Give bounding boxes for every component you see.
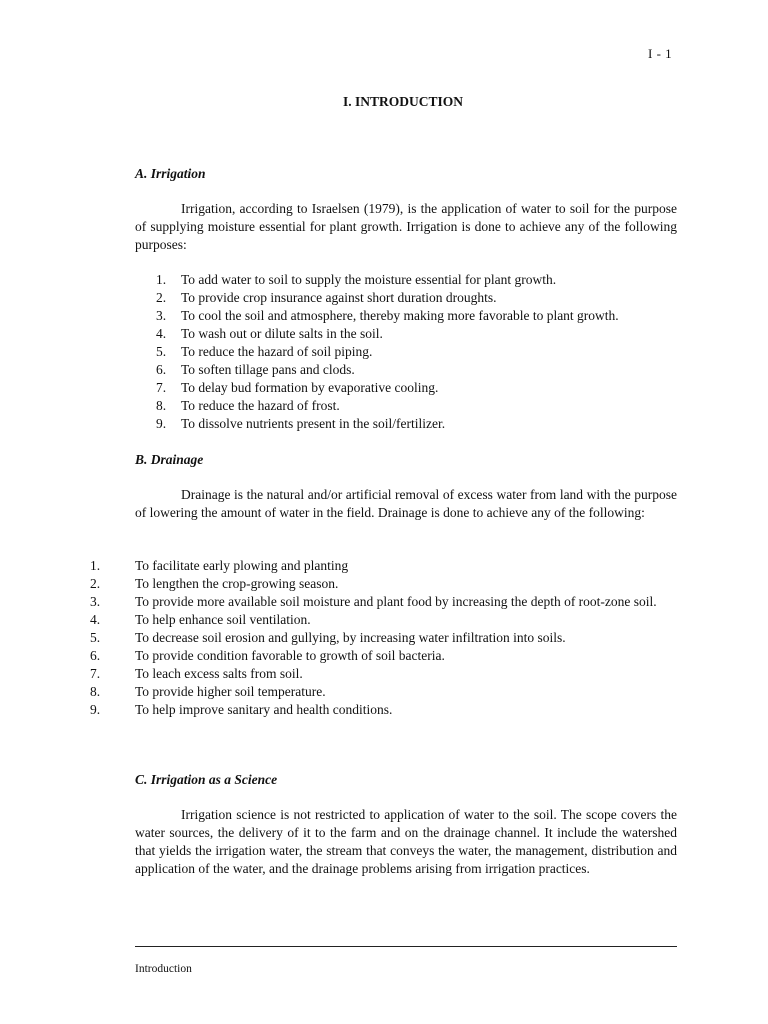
list-item-number: 1. [156, 272, 167, 287]
section-heading-irrigation: A. Irrigation [135, 166, 206, 181]
drainage-purposes-list [85, 557, 677, 719]
list-item-number: 6. [90, 648, 101, 663]
footer-label: Introduction [135, 963, 192, 975]
list-item-number: 2. [156, 290, 167, 305]
list-item-text: To reduce the hazard of soil piping. [181, 344, 373, 359]
list-item [135, 415, 677, 433]
list-item-number: 8. [156, 398, 167, 413]
list-item-number: 4. [90, 612, 101, 627]
list-item-text: To facilitate early plowing and planting [135, 558, 349, 573]
list-item-number: 5. [90, 630, 101, 645]
page-title: I. INTRODUCTION [342, 94, 464, 109]
list-item [85, 575, 677, 593]
list-item [135, 397, 677, 415]
list-item-number: 2. [90, 576, 101, 591]
science-paragraph: Irrigation science is not restricted to application of water to the soil. The scope covers the water sources, the delivery of it to the farm and on the drainage channel. It include the watershed that yields the irrigation water, the stream that conveys the water, the management, distribution and application of the water, and the drainage problems arising from irrigation practices. [135, 807, 677, 876]
list-item [85, 647, 677, 665]
list-item [85, 629, 677, 647]
list-item [135, 289, 677, 307]
list-item-text: To provide more available soil moisture and plant food by increasing the depth of root-zone soil. [135, 594, 657, 609]
section-heading-drainage: B. Drainage [135, 452, 204, 467]
list-item [85, 611, 677, 629]
list-item [85, 593, 677, 611]
list-item-text: To add water to soil to supply the moisture essential for plant growth. [181, 272, 557, 287]
irrigation-paragraph: Irrigation, according to Israelsen (1979), is the application of water to soil for the purpose of supplying moisture essential for plant growth. Irrigation is done to achieve any of the following purposes: [135, 201, 677, 252]
list-item-text: To reduce the hazard of frost. [181, 398, 340, 413]
list-item-number: 9. [156, 416, 167, 431]
list-item [135, 307, 677, 325]
list-item-text: To wash out or dilute salts in the soil. [181, 326, 383, 341]
list-item-number: 3. [156, 308, 167, 323]
list-item-number: 7. [156, 380, 167, 395]
list-item-number: 9. [90, 702, 101, 717]
list-item-text: To provide condition favorable to growth of soil bacteria. [135, 648, 445, 663]
list-item-text: To dissolve nutrients present in the soil/fertilizer. [181, 416, 446, 431]
list-item-text: To help enhance soil ventilation. [135, 612, 311, 627]
list-item [135, 325, 677, 343]
page-number: I - 1 [648, 46, 673, 61]
list-item-number: 1. [90, 558, 101, 573]
list-item [135, 361, 677, 379]
list-item-text: To leach excess salts from soil. [135, 666, 303, 681]
footer-divider [135, 946, 677, 947]
list-item-text: To cool the soil and atmosphere, thereby making more favorable to plant growth. [181, 308, 619, 323]
list-item-number: 4. [156, 326, 167, 341]
list-item [85, 665, 677, 683]
list-item-text: To delay bud formation by evaporative cooling. [181, 380, 439, 395]
list-item [135, 271, 677, 289]
list-item-number: 6. [156, 362, 167, 377]
list-item [135, 379, 677, 397]
irrigation-purposes-list [135, 271, 677, 433]
list-item-number: 3. [90, 594, 101, 609]
list-item [135, 343, 677, 361]
list-item [85, 683, 677, 701]
list-item-number: 8. [90, 684, 101, 699]
list-item-text: To provide higher soil temperature. [135, 684, 326, 699]
list-item-text: To help improve sanitary and health conditions. [135, 702, 393, 717]
list-item-text: To lengthen the crop-growing season. [135, 576, 339, 591]
drainage-paragraph: Drainage is the natural and/or artificial removal of excess water from land with the purpose of lowering the amount of water in the field. Drainage is done to achieve any of the following: [135, 487, 677, 520]
list-item [85, 557, 677, 575]
list-item-number: 7. [90, 666, 101, 681]
section-heading-science: C. Irrigation as a Science [135, 772, 278, 787]
list-item-text: To decrease soil erosion and gullying, by increasing water infiltration into soils. [135, 630, 566, 645]
list-item-text: To soften tillage pans and clods. [181, 362, 355, 377]
list-item [85, 701, 677, 719]
list-item-text: To provide crop insurance against short duration droughts. [181, 290, 497, 305]
list-item-number: 5. [156, 344, 167, 359]
